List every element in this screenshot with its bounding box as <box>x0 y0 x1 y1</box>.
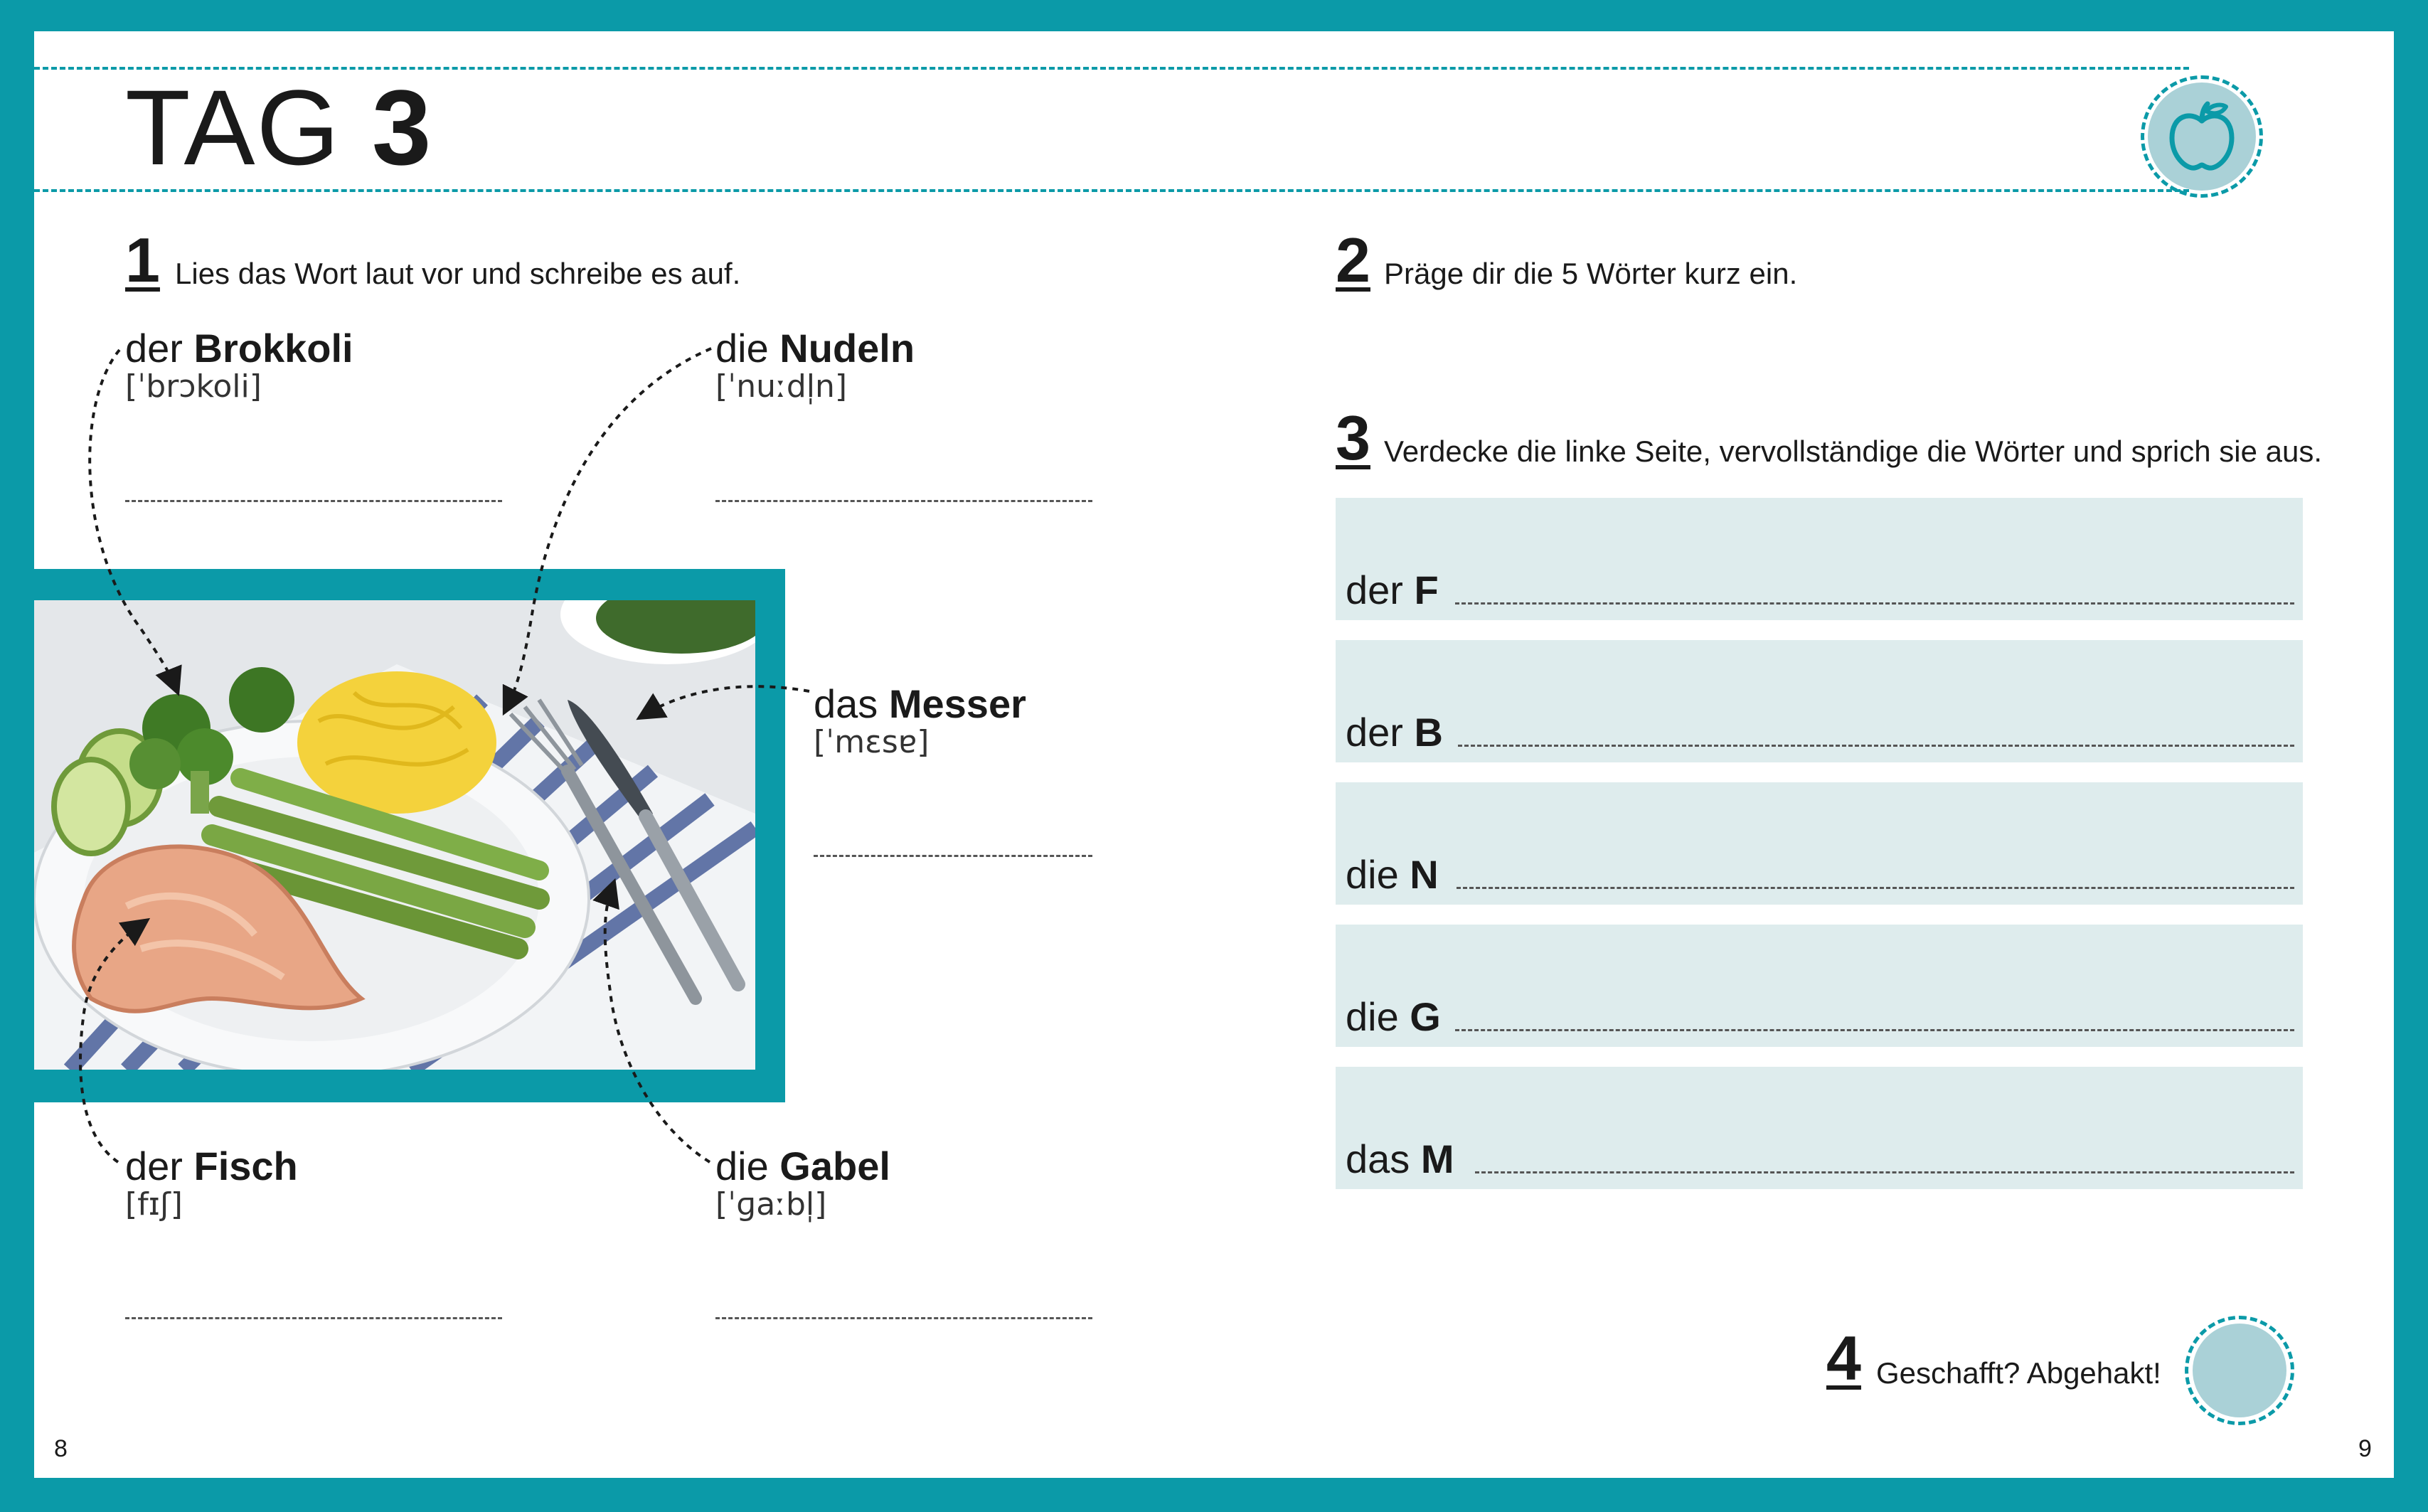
ipa-brokkoli: [ˈbrɔkoli] <box>125 368 262 405</box>
fill-label <box>1346 1138 1454 1181</box>
word-article: die <box>715 1144 769 1188</box>
workbook-spread <box>34 31 2394 1478</box>
word-noun: Messer <box>888 681 1026 726</box>
fill-write-line[interactable] <box>1455 1029 2294 1031</box>
fill-letter: N <box>1410 852 1439 897</box>
fill-write-line[interactable] <box>1458 745 2294 747</box>
word-messer <box>814 683 1026 725</box>
title-number: 3 <box>371 68 433 187</box>
write-line-fisch[interactable] <box>125 1317 502 1319</box>
word-noun: Brokkoli <box>193 326 353 371</box>
word-fisch <box>125 1145 298 1188</box>
fill-item-1 <box>1336 498 2303 620</box>
fill-item-2 <box>1336 640 2303 762</box>
write-line-nudeln[interactable] <box>715 500 1092 502</box>
apple-badge-fill <box>2148 82 2256 191</box>
word-article: das <box>814 681 878 726</box>
done-checkbox[interactable] <box>2185 1316 2294 1425</box>
write-line-brokkoli[interactable] <box>125 500 502 502</box>
fill-label <box>1346 853 1439 896</box>
page-title <box>125 68 433 187</box>
ipa-fisch: [fɪʃ] <box>125 1186 183 1223</box>
noodles <box>297 671 496 814</box>
fill-article: das <box>1346 1136 1410 1181</box>
write-line-messer[interactable] <box>814 855 1092 857</box>
fill-article: die <box>1346 994 1399 1039</box>
word-article: der <box>125 326 183 371</box>
fill-letter: G <box>1410 994 1441 1039</box>
task-3-instruction: Verdecke die linke Seite, vervollständige die Wörter und sprich sie aus. <box>1384 435 2323 468</box>
word-noun: Nudeln <box>779 326 915 371</box>
page-number-right: 9 <box>2358 1435 2372 1462</box>
fill-write-line[interactable] <box>1457 887 2294 889</box>
word-noun: Fisch <box>193 1144 298 1188</box>
word-brokkoli <box>125 327 353 370</box>
title-word: TAG <box>125 68 341 187</box>
fill-item-5 <box>1336 1067 2303 1189</box>
task-4-number: 4 <box>1826 1323 1861 1393</box>
word-gabel <box>715 1145 890 1188</box>
apple-badge <box>2141 75 2263 198</box>
apple-icon <box>2148 82 2256 191</box>
word-nudeln <box>715 327 915 370</box>
task-2-number: 2 <box>1336 225 1370 295</box>
fill-letter: F <box>1414 568 1439 612</box>
ipa-messer: [ˈmɛsɐ] <box>814 724 930 760</box>
done-checkbox-fill <box>2193 1324 2286 1417</box>
fill-article: der <box>1346 710 1403 755</box>
fill-write-line[interactable] <box>1455 602 2294 605</box>
word-noun: Gabel <box>779 1144 890 1188</box>
fill-letter: M <box>1420 1136 1454 1181</box>
task-2-instruction: Präge dir die 5 Wörter kurz ein. <box>1384 257 1798 290</box>
fill-letter: B <box>1414 710 1443 755</box>
ipa-gabel: [ˈɡaːbl̩] <box>715 1186 827 1223</box>
fill-write-line[interactable] <box>1475 1171 2294 1173</box>
fill-label <box>1346 711 1443 754</box>
fill-label <box>1346 569 1439 612</box>
task-1-instruction: Lies das Wort laut vor und schreibe es auf. <box>175 257 741 290</box>
fill-item-4 <box>1336 925 2303 1047</box>
word-article: der <box>125 1144 183 1188</box>
page-number-left: 8 <box>54 1435 68 1462</box>
write-line-gabel[interactable] <box>715 1317 1092 1319</box>
task-4-instruction: Geschafft? Abgehakt! <box>1876 1356 2161 1390</box>
task-3-number: 3 <box>1336 403 1370 473</box>
fill-label <box>1346 996 1441 1038</box>
fill-article: die <box>1346 852 1399 897</box>
word-article: die <box>715 326 769 371</box>
fill-item-3 <box>1336 782 2303 905</box>
ipa-nudeln: [ˈnuːdl̩n] <box>715 368 848 405</box>
fill-article: der <box>1346 568 1403 612</box>
food-photo-illustration <box>34 600 755 1070</box>
header-bottom-dashed-line <box>34 189 2189 192</box>
task-1-number: 1 <box>125 225 160 295</box>
food-photo <box>34 600 755 1070</box>
